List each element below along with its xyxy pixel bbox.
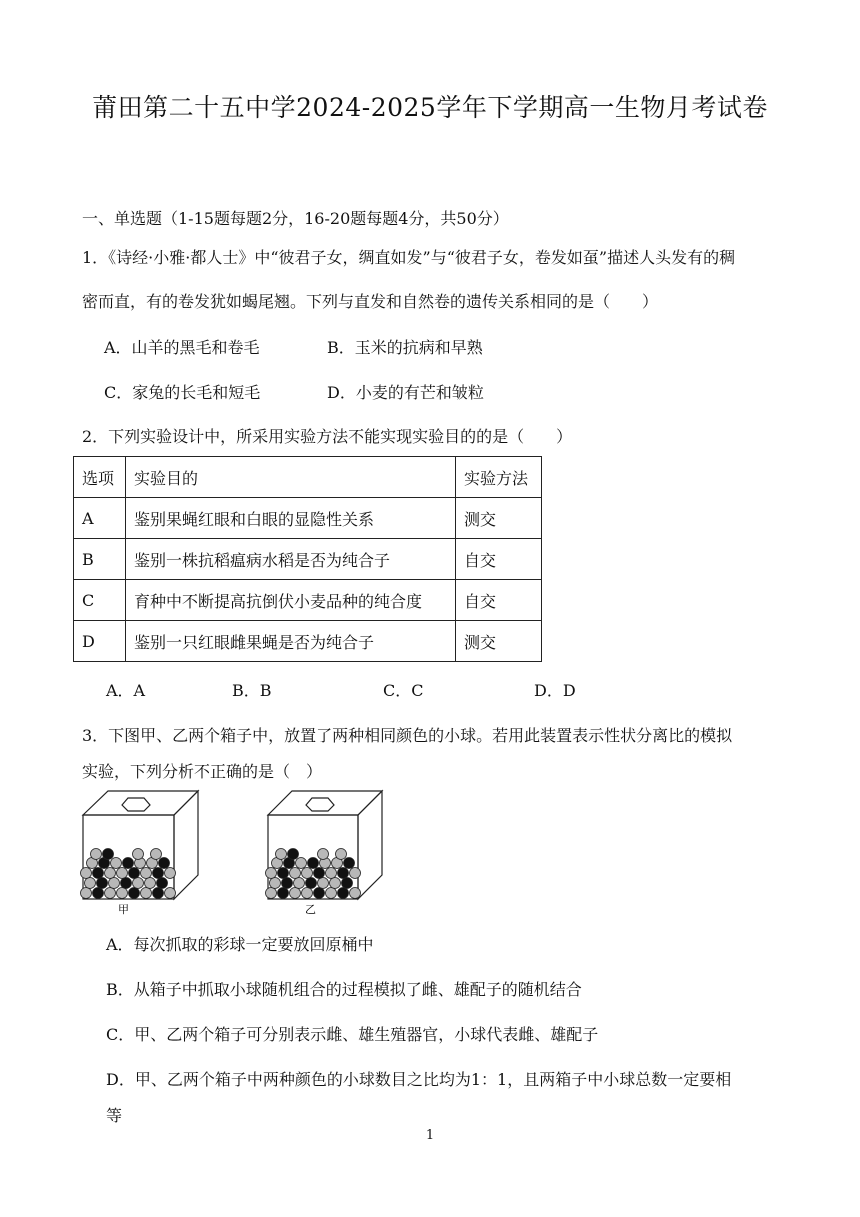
ball (338, 868, 349, 879)
q3-option-c: C．甲、乙两个箱子可分别表示雌、雄生殖器官，小球代表雌、雄配子 (106, 1025, 599, 1044)
q3-option-d-line2: 等 (106, 1106, 123, 1125)
ball (308, 858, 319, 869)
ball (350, 868, 361, 879)
ball (117, 888, 128, 899)
table-header-cell: 实验目的 (126, 457, 456, 498)
q1-option-c: C．家兔的长毛和短毛 (104, 383, 261, 402)
table-row (74, 539, 542, 580)
ball (296, 858, 307, 869)
ball (165, 888, 176, 899)
ball (326, 868, 337, 879)
table-cell: D (74, 621, 126, 662)
ball (129, 888, 140, 899)
ball (306, 878, 317, 889)
ball (314, 888, 325, 899)
table-row (74, 498, 542, 539)
ball (93, 888, 104, 899)
q2-option-b: B．B (232, 681, 272, 700)
table-row (74, 580, 542, 621)
q1-stem-line1: 1．《诗经·小雅·都人士》中“彼君子女，绸直如发”与“彼君子女，卷发如虿”描述人头发有的稠 (82, 248, 736, 267)
q2-option-a: A．A (106, 681, 146, 700)
table-cell: C (74, 580, 126, 621)
ball (109, 878, 120, 889)
table-cell: 育种中不断提高抗倒伏小麦品种的纯合度 (126, 580, 456, 621)
table-cell: 测交 (456, 498, 542, 539)
q1-stem-line2: 密而直，有的卷发犹如蝎尾翘。下列与直发和自然卷的遗传关系相同的是（ ） (82, 292, 659, 311)
ball (111, 858, 122, 869)
ball (330, 878, 341, 889)
ball (105, 888, 116, 899)
q2-table (73, 456, 542, 662)
ball (302, 888, 313, 899)
table-cell: 自交 (456, 580, 542, 621)
box-yi (266, 791, 383, 899)
ball (266, 888, 277, 899)
q2-option-c: C．C (383, 681, 424, 700)
ball (302, 868, 313, 879)
ball (121, 878, 132, 889)
table-cell: 自交 (456, 539, 542, 580)
table-cell: 测交 (456, 621, 542, 662)
ball (153, 868, 164, 879)
box-jia (81, 791, 199, 899)
ball (270, 878, 281, 889)
ball (159, 858, 170, 869)
ball (290, 888, 301, 899)
section-heading: 一、单选题（1-15题每题2分，16-20题每题4分，共50分） (82, 209, 509, 228)
ball (105, 868, 116, 879)
ball (91, 849, 102, 860)
ball (123, 858, 134, 869)
ball (85, 878, 96, 889)
ball (344, 858, 355, 869)
ball (165, 868, 176, 879)
ball (141, 888, 152, 899)
ball-boxes-figure (78, 787, 398, 915)
q3-option-b: B．从箱子中抓取小球随机组合的过程模拟了雌、雄配子的随机结合 (106, 980, 582, 999)
ball (151, 849, 162, 860)
ball (278, 888, 289, 899)
ball (141, 868, 152, 879)
ball (336, 849, 347, 860)
box-label-yi: 乙 (305, 903, 316, 915)
ball (266, 868, 277, 879)
q2-stem: 2．下列实验设计中，所采用实验方法不能实现实验目的的是（ ） (82, 427, 573, 446)
ball (81, 888, 92, 899)
table-header-cell: 选项 (74, 457, 126, 498)
ball (314, 868, 325, 879)
ball (318, 878, 329, 889)
ball (117, 868, 128, 879)
ball (81, 868, 92, 879)
q2-option-d: D．D (534, 681, 576, 700)
table-cell: 鉴别一株抗稻瘟病水稻是否为纯合子 (126, 539, 456, 580)
q3-stem-line1: 3．下图甲、乙两个箱子中，放置了两种相同颜色的小球。若用此装置表示性状分离比的模拟 (82, 726, 733, 745)
ball (350, 888, 361, 899)
exam-title: 莆田第二十五中学2024-2025学年下学期高一生物月考试卷 (92, 93, 768, 122)
ball (157, 878, 168, 889)
q3-option-a: A．每次抓取的彩球一定要放回原桶中 (106, 935, 374, 954)
ball (133, 878, 144, 889)
ball (278, 868, 289, 879)
ball (133, 849, 144, 860)
table-cell: 鉴别果蝇红眼和白眼的显隐性关系 (126, 498, 456, 539)
table-row (74, 621, 542, 662)
q1-option-b: B．玉米的抗病和早熟 (327, 338, 483, 357)
ball (153, 888, 164, 899)
ball (93, 868, 104, 879)
table-cell: A (74, 498, 126, 539)
q3-stem-line2: 实验，下列分析不正确的是（ ） (82, 762, 323, 781)
q3-option-d-line1: D．甲、乙两个箱子中两种颜色的小球数目之比均为1：1，且两箱子中小球总数一定要相 (106, 1070, 732, 1089)
ball (342, 878, 353, 889)
table-header-cell: 实验方法 (456, 457, 542, 498)
ball (145, 878, 156, 889)
page-number: 1 (425, 1128, 435, 1143)
ball (129, 868, 140, 879)
ball (326, 888, 337, 899)
table-header-row (74, 457, 542, 498)
ball (294, 878, 305, 889)
ball (282, 878, 293, 889)
ball (290, 868, 301, 879)
ball (288, 849, 299, 860)
q1-option-d: D．小麦的有芒和皱粒 (327, 383, 484, 402)
ball (97, 878, 108, 889)
ball (103, 849, 114, 860)
q1-option-a: A．山羊的黑毛和卷毛 (104, 338, 260, 357)
table-cell: 鉴别一只红眼雌果蝇是否为纯合子 (126, 621, 456, 662)
ball (338, 888, 349, 899)
ball (318, 849, 329, 860)
table-cell: B (74, 539, 126, 580)
box-label-jia: 甲 (118, 903, 129, 915)
ball (276, 849, 287, 860)
